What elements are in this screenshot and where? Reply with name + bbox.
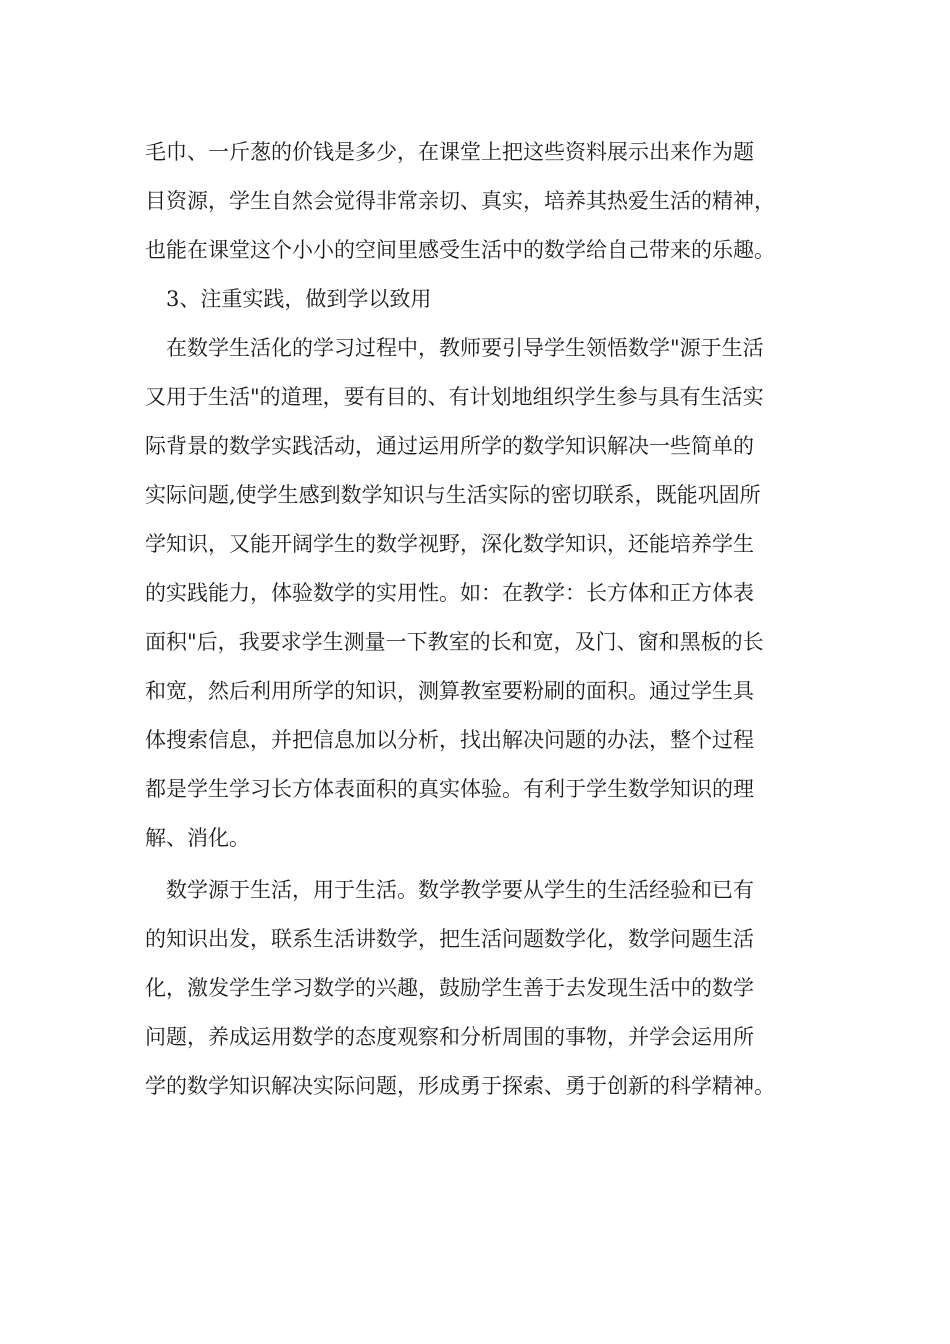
text-line: 的实践能力，体验数学的实用性。如：在教学：长方体和正方体表: [145, 581, 754, 605]
text-line: 数学源于生活，用于生活。数学教学要从学生的生活经验和已有: [145, 878, 754, 902]
text-line: 学的数学知识解决实际问题，形成勇于探索、勇于创新的科学精神。: [145, 1074, 775, 1098]
text-line: 又用于生活"的道理，要有目的、有计划地组织学生参与具有生活实: [145, 385, 764, 409]
text-line: 在数学生活化的学习过程中，教师要引导学生领悟数学"源于生活: [145, 336, 764, 360]
text-line: 解、消化。: [145, 826, 250, 850]
text-line: 学知识，又能开阔学生的数学视野，深化数学知识，还能培养学生: [145, 532, 754, 556]
document-body: [145, 128, 825, 1111]
text-line: 面积"后，我要求学生测量一下教室的长和宽，及门、窗和黑板的长: [145, 630, 764, 654]
section-heading: 3、注重实践，做到学以致用: [145, 287, 432, 311]
text-line: 体搜索信息，并把信息加以分析，找出解决问题的办法，整个过程: [145, 728, 754, 752]
text-line: 毛巾、一斤葱的价钱是多少，在课堂上把这些资料展示出来作为题: [145, 140, 754, 164]
text-line: 际背景的数学实践活动，通过运用所学的数学知识解决一些简单的: [145, 434, 754, 458]
text-line: 实际问题,使学生感到数学知识与生活实际的密切联系，既能巩固所: [145, 483, 761, 507]
text-line: 的知识出发，联系生活讲数学，把生活问题数学化，数学问题生活: [145, 927, 754, 951]
text-line: 化，激发学生学习数学的兴趣，鼓励学生善于去发现生活中的数学: [145, 976, 754, 1000]
text-line: 问题，养成运用数学的态度观察和分析周围的事物，并学会运用所: [145, 1025, 754, 1049]
text-line: 也能在课堂这个小小的空间里感受生活中的数学给自己带来的乐趣。: [145, 238, 775, 262]
text-line: 和宽，然后利用所学的知识，测算教室要粉刷的面积。通过学生具: [145, 679, 754, 703]
text-line: 都是学生学习长方体表面积的真实体验。有利于学生数学知识的理: [145, 777, 754, 801]
text-line: 目资源，学生自然会觉得非常亲切、真实，培养其热爱生活的精神，: [145, 189, 775, 213]
